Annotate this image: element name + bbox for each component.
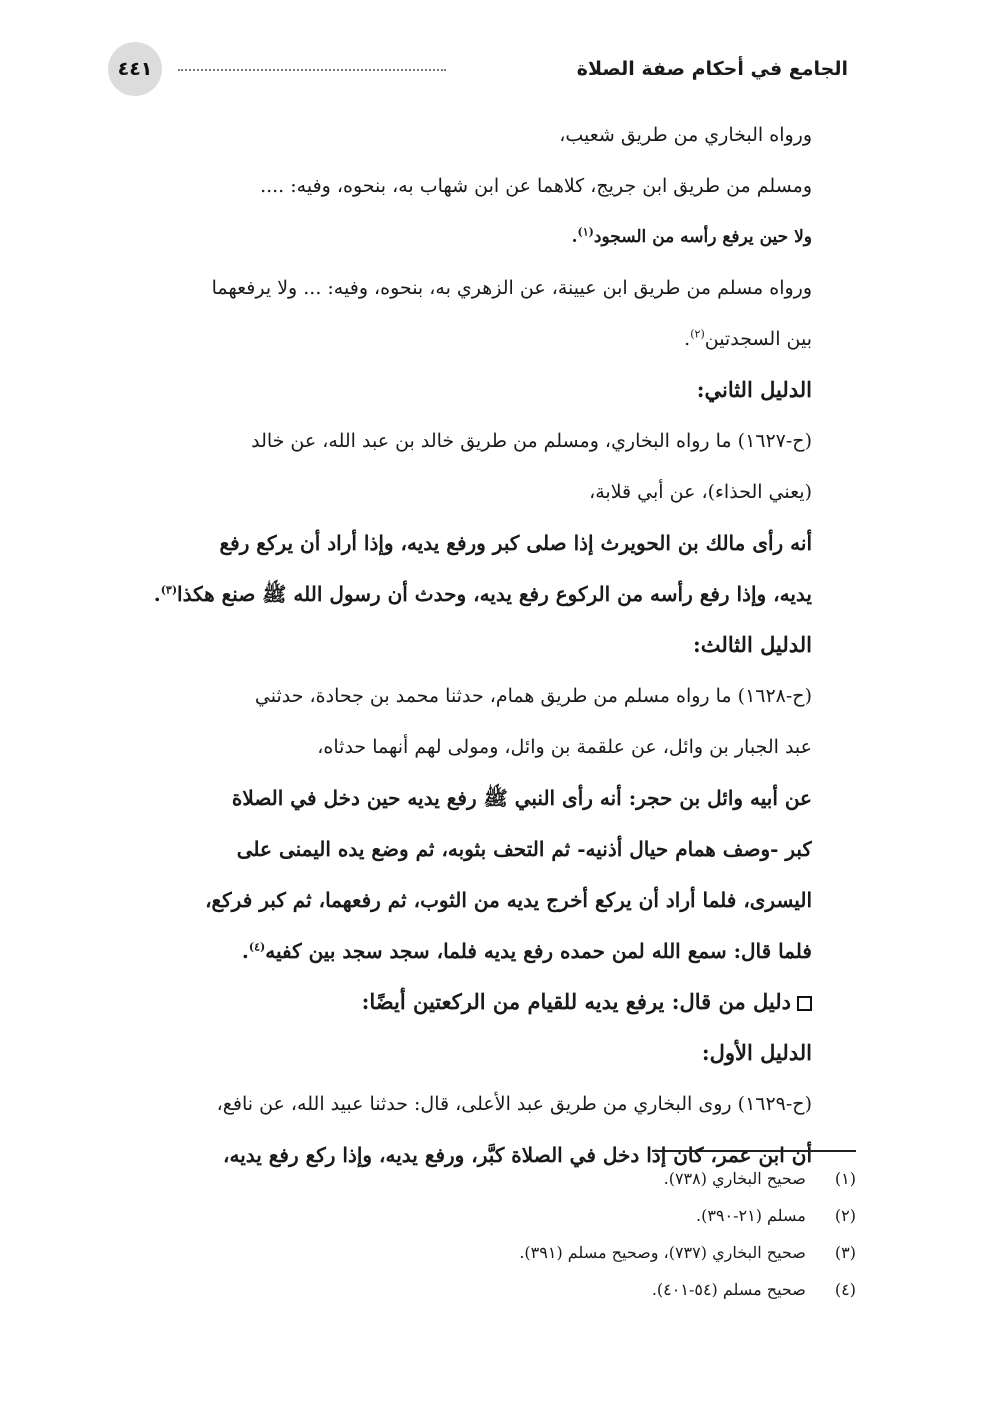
text-line: بين السجدتين$^{(٢)}$. (684, 327, 812, 350)
footnote-separator (652, 1150, 856, 1152)
main-text (112, 112, 812, 1183)
footnote-ref: (١) (577, 225, 594, 239)
header-dotted-leader (178, 69, 446, 73)
text-line: عبد الجبار بن وائل، عن علقمة بن وائل، ومولى لهم أنهما حدثاه، (317, 736, 812, 758)
checkbox-square-icon (797, 996, 812, 1011)
footnote: (٤) صحيح مسلم (٥٤-٤٠١). (651, 1280, 856, 1299)
text-line: ولا حين يرفع رأسه من السجود$^{(١)}$. (571, 225, 812, 247)
footnote-ref: (٢) (690, 327, 705, 341)
footnote: (٣) صحيح البخاري (٧٣٧)، وصحيح مسلم (٣٩١). (519, 1243, 856, 1262)
hadith-line: أنه رأى مالك بن الحويرث إذا صلى كبر ورفع يديه، وإذا أراد أن يركع رفع (219, 531, 812, 555)
section-heading: دليل من قال: يرفع يديه للقيام من الركعتين أيضًا: (112, 979, 812, 1030)
text-line: ورواه البخاري من طريق شعيب، (559, 124, 812, 146)
section-heading: الدليل الأول: (701, 1040, 812, 1065)
hadith-line: أن ابن عمر، كان إذا دخل في الصلاة كبَّر، ورفع يديه، وإذا ركع رفع يديه، (223, 1143, 812, 1167)
running-title: الجامع في أحكام صفة الصلاة (576, 58, 848, 80)
text-line: (ح-١٦٢٧) ما رواه البخاري، ومسلم من طريق خالد بن عبد الله، عن خالد (251, 430, 812, 452)
hadith-line: يديه، وإذا رفع رأسه من الركوع رفع يديه، وحدث أن رسول الله ﷺ صنع هكذا$^{(٣)}$. (153, 582, 812, 606)
footnote: (٢) مسلم (٢١-٣٩٠). (696, 1206, 856, 1225)
text-line: ورواه مسلم من طريق ابن عيينة، عن الزهري به، بنحوه، وفيه: ... ولا يرفعهما (211, 277, 812, 299)
text-line: (يعني الحذاء)، عن أبي قلابة، (589, 481, 812, 503)
text-line: (ح-١٦٢٩) روى البخاري من طريق عبد الأعلى، قال: حدثنا عبيد الله، عن نافع، (216, 1093, 812, 1115)
footnote: (١) صحيح البخاري (٧٣٨). (663, 1169, 856, 1188)
hadith-line: اليسرى، فلما أراد أن يركع أخرج يديه من الثوب، ثم رفعهما، ثم كبر فركع، (205, 888, 812, 912)
section-heading: الدليل الثاني: (696, 377, 812, 402)
hadith-line: عن أبيه وائل بن حجر: أنه رأى النبي ﷺ رفع يديه حين دخل في الصلاة (231, 786, 812, 810)
footnote-ref: (٣) (160, 583, 178, 597)
text-line: (ح-١٦٢٨) ما رواه مسلم من طريق همام، حدثنا محمد بن جحادة، حدثني (254, 685, 812, 707)
hadith-line: فلما قال: سمع الله لمن حمده رفع يديه فلما، سجد سجد بين كفيه$^{(٤)}$. (241, 939, 812, 963)
page-header (108, 42, 848, 98)
text-line: ومسلم من طريق ابن جريج، كلاهما عن ابن شهاب به، بنحوه، وفيه: .... (260, 175, 812, 197)
page-number: ٤٤١ (117, 58, 153, 80)
page-number-badge (108, 42, 162, 96)
hadith-line: كبر -وصف همام حيال أذنيه- ثم التحف بثوبه، ثم وضع يده اليمنى على (236, 837, 812, 861)
footnotes (156, 1162, 856, 1310)
footnote-ref: (٤) (248, 940, 266, 954)
section-heading: الدليل الثالث: (693, 632, 812, 657)
